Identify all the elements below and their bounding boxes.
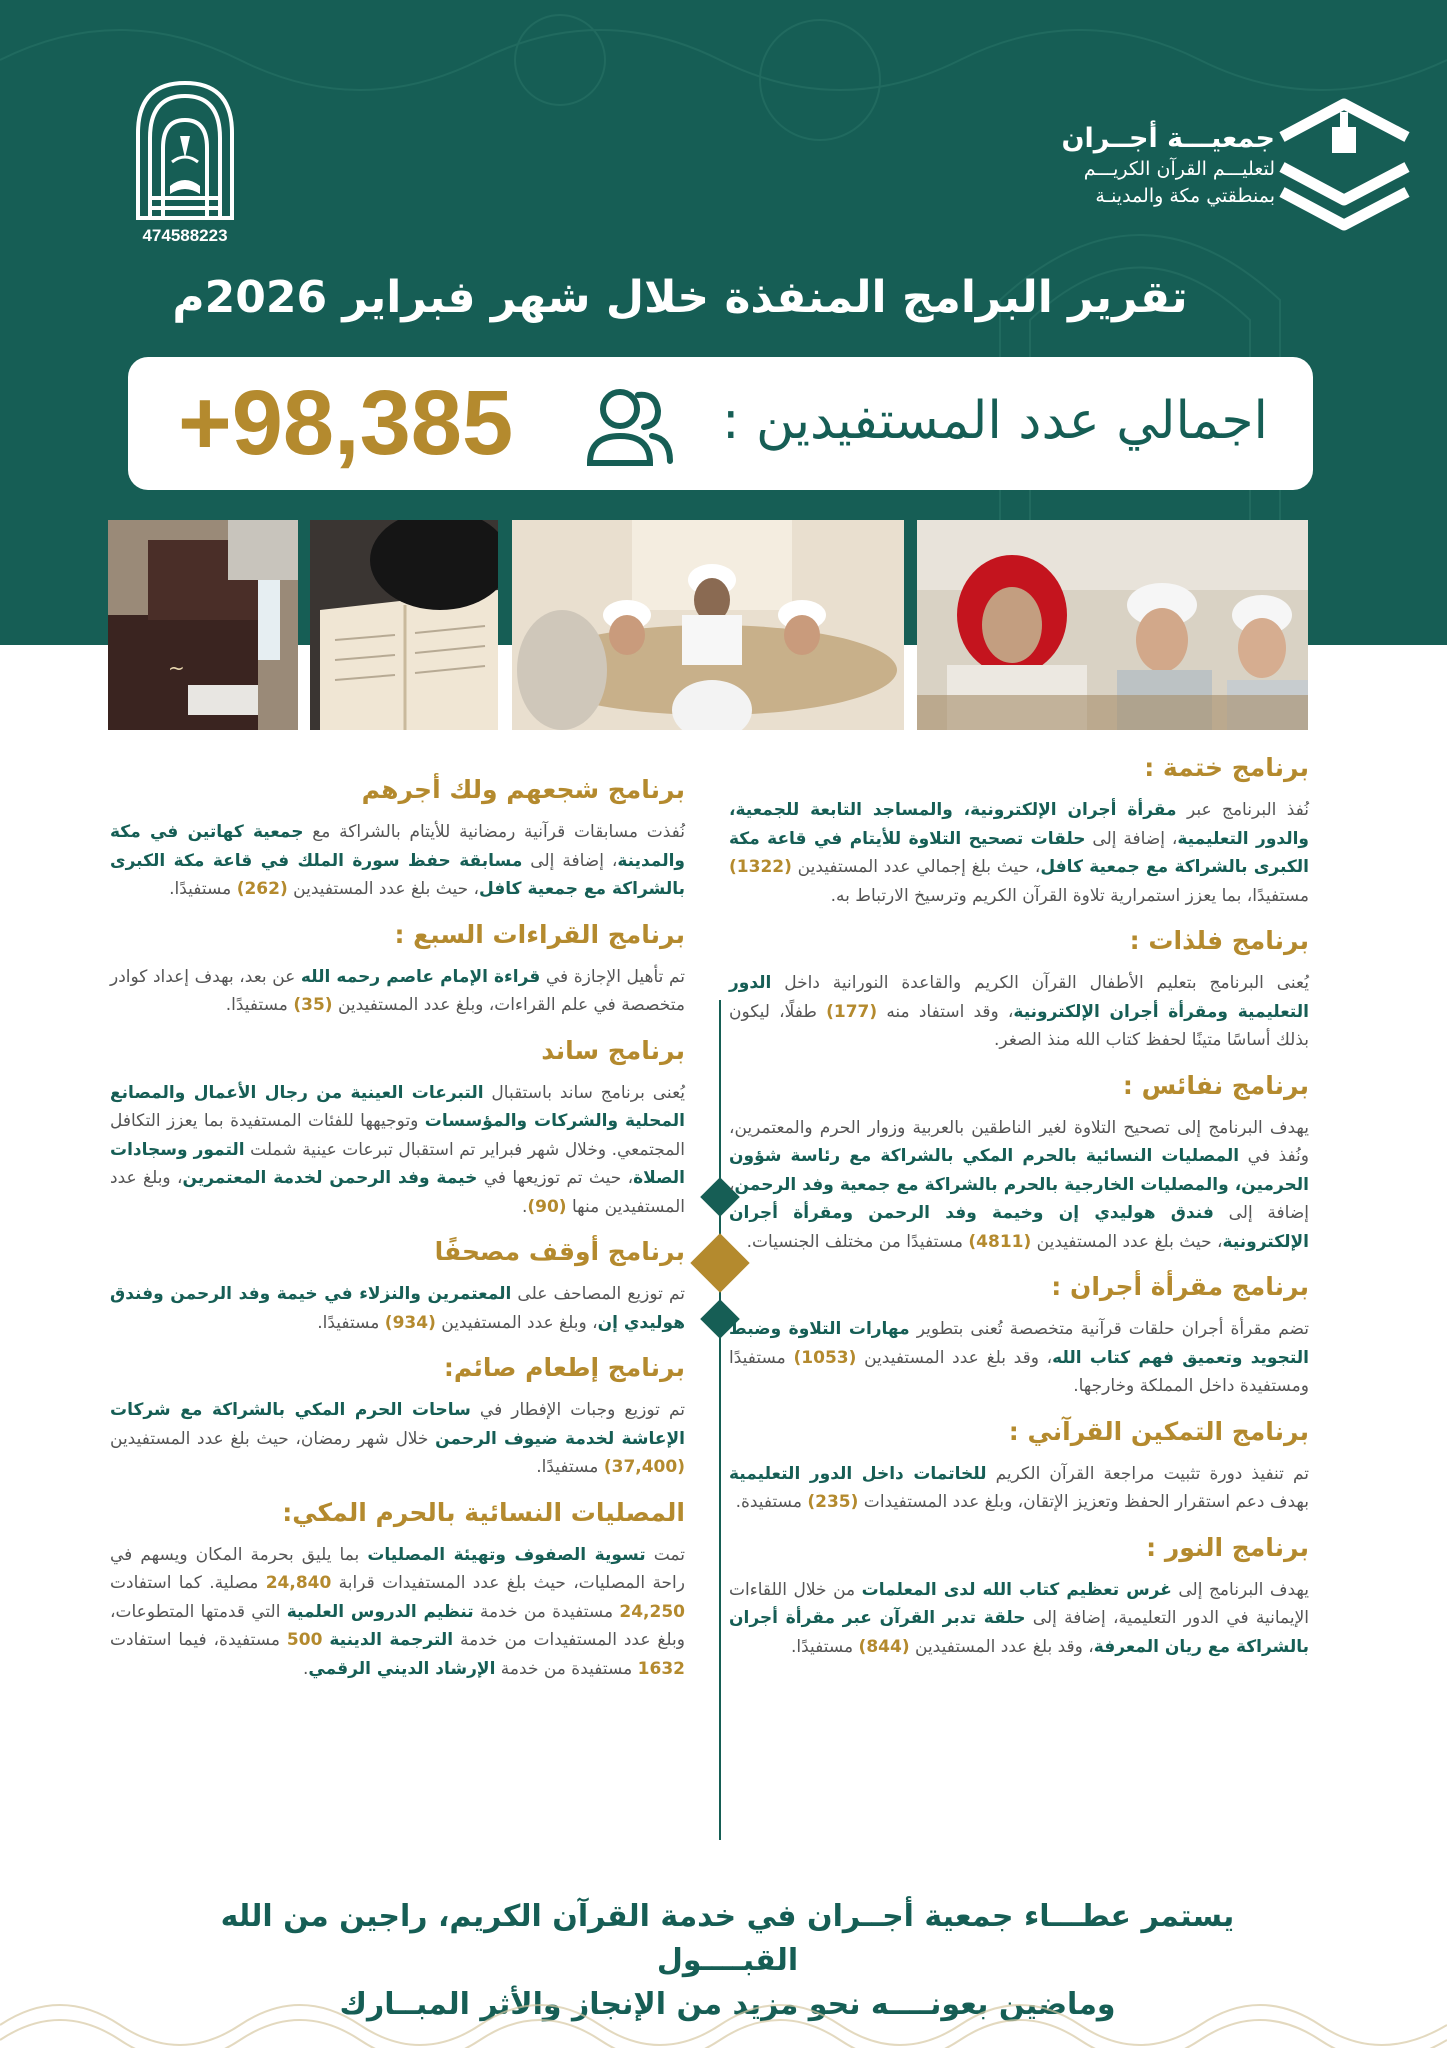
description-text: مستفيدة، فيما استفادت bbox=[110, 1630, 287, 1650]
description-text: ، حيث بلغ إجمالي عدد المستفيدين bbox=[791, 857, 1041, 877]
program-description bbox=[729, 1114, 1309, 1257]
description-text: ، وقد استفاد منه bbox=[877, 1001, 1014, 1022]
highlight-text: حلقات تصحيح التلاوة للأيتام في قاعة مكة الكبرى بالشراكة مع جمعية كافل bbox=[729, 828, 1309, 877]
program-title: برنامج النور : bbox=[1146, 1532, 1309, 1562]
ministry-block bbox=[130, 78, 240, 248]
right-program-2 bbox=[729, 1068, 1309, 1257]
program-description bbox=[110, 963, 685, 1020]
highlight-text: جمعية كهاتين في مكة والمدينة bbox=[110, 822, 685, 871]
ministry-number: 474588223 bbox=[142, 226, 228, 245]
description-text: يهدف البرنامج إلى تصحيح التلاوة لغير الناطقين بالعربية وزوار الحرم والمعتمرين، ونُفذ في bbox=[729, 1117, 1309, 1166]
left-program-5 bbox=[110, 1495, 685, 1684]
description-text: يهدف البرنامج إلى bbox=[1171, 1579, 1309, 1600]
description-text: ، حيث بلغ عدد المستفيدين bbox=[1031, 1231, 1223, 1252]
description-text: ، إضافة إلى bbox=[1085, 828, 1178, 849]
program-title: برنامج التمكين القرآني : bbox=[1008, 1416, 1309, 1446]
description-text: مستفيدًا ومستفيدة داخل المملكة وخارجها. bbox=[729, 1347, 1309, 1396]
program-description bbox=[729, 1315, 1309, 1401]
program-description bbox=[110, 1079, 685, 1222]
highlight-text: للخاتمات داخل الدور التعليمية bbox=[729, 1463, 987, 1484]
beneficiary-count: (90) bbox=[527, 1196, 567, 1217]
footer-pattern bbox=[0, 1985, 1447, 2048]
beneficiary-count: (37,400) bbox=[603, 1457, 685, 1477]
right-program-4 bbox=[729, 1414, 1309, 1517]
highlight-text: مهارات التلاوة وضبط التجويد وتعميق فهم كتاب الله bbox=[729, 1319, 1309, 1368]
programs-right-column bbox=[729, 750, 1309, 1674]
description-text: تمت bbox=[645, 1544, 685, 1565]
left-program-4 bbox=[110, 1350, 685, 1482]
program-description bbox=[729, 1460, 1309, 1517]
brand-block bbox=[967, 92, 1447, 242]
description-text: مستفيدًا. bbox=[225, 995, 294, 1015]
highlight-text: المصليات النسائية بالحرم المكي بالشراكة مع رئاسة شؤون الحرمين، والمصليات الخارجية بالحرم بالشراكة مع جمعية وفد الرحمن bbox=[729, 1146, 1309, 1195]
highlight-text: المعتمرين والنزلاء في خيمة وفد الرحمن وفندق هوليدي إن bbox=[110, 1284, 685, 1333]
right-program-1 bbox=[729, 923, 1309, 1055]
beneficiary-count: 24,840 bbox=[265, 1573, 332, 1593]
highlight-text: مقرأة أجران الإلكترونية، والمساجد التابعة للجمعية، والدور التعليمية bbox=[729, 800, 1309, 849]
program-title: برنامج أوقف مصحفًا bbox=[434, 1237, 685, 1266]
highlight-text: تنظيم الدروس العلمية bbox=[286, 1601, 474, 1622]
highlight-text: خيمة وفد الرحمن لخدمة المعتمرين bbox=[182, 1168, 478, 1188]
program-title: برنامج ختمة : bbox=[1144, 753, 1309, 782]
program-description bbox=[110, 1396, 685, 1482]
beneficiary-count: (35) bbox=[293, 995, 333, 1015]
total-beneficiaries-box bbox=[128, 357, 1313, 490]
description-text: ، وقد بلغ عدد المستفيدين bbox=[909, 1636, 1094, 1657]
description-text: مستفيدة. bbox=[735, 1492, 808, 1512]
beneficiary-count: (235) bbox=[807, 1492, 859, 1512]
right-program-5 bbox=[729, 1530, 1309, 1662]
right-program-0 bbox=[729, 750, 1309, 910]
left-program-3 bbox=[110, 1234, 685, 1337]
closing-line-2: وماضين بعونــــه نحو مزيد من الإنجاز والأثر المبــارك bbox=[339, 1987, 1116, 2022]
description-text: مستفيدًا. bbox=[536, 1457, 604, 1477]
description-text: ، إضافة إلى bbox=[729, 1174, 1309, 1223]
description-text: مستفيدًا، بما يعزز استمرارية تلاوة القرآن الكريم وترسيخ الارتباط به. bbox=[830, 885, 1309, 906]
program-title: برنامج إطعام صائم: bbox=[443, 1353, 685, 1382]
svg-text:~: ~ bbox=[168, 656, 185, 680]
children-reading-photo bbox=[917, 520, 1308, 730]
description-text: ، وبلغ عدد المستفيدين منها bbox=[110, 1168, 685, 1217]
beneficiary-count: 24,250 bbox=[619, 1601, 685, 1622]
total-beneficiaries-label: اجمالي عدد المستفيدين : bbox=[721, 391, 1268, 451]
description-text: ، حيث بلغ عدد المستفيدين bbox=[287, 879, 479, 899]
program-description bbox=[110, 1541, 685, 1684]
program-title: برنامج القراءات السبع : bbox=[394, 919, 685, 949]
beneficiary-count: 1632 bbox=[637, 1658, 685, 1679]
highlight-text: الترجمة الدينية bbox=[329, 1630, 454, 1650]
description-text: من خلال اللقاءات الإيمانية في الدور التعليمية، إضافة إلى bbox=[729, 1579, 1309, 1628]
highlight-text: مسابقة حفظ سورة الملك في قاعة مكة الكبرى بالشراكة مع جمعية كافل bbox=[110, 850, 685, 899]
ministry-emblem-icon bbox=[130, 78, 240, 224]
description-text: يُعنى برنامج ساند باستقبال bbox=[483, 1082, 685, 1103]
beneficiary-count: 500 bbox=[286, 1630, 323, 1650]
program-description bbox=[729, 796, 1309, 910]
program-title: برنامج مقرأة أجران : bbox=[1051, 1272, 1309, 1301]
closing-line-1: يستمر عطـــاء جمعية أجــران في خدمة القرآن الكريم، راجين من الله القبــــول bbox=[220, 1899, 1235, 1978]
description-text: التي قدمتها المتطوعات، وبلغ عدد المستفيدات من خدمة bbox=[110, 1601, 685, 1650]
description-text: نُفذ البرنامج عبر bbox=[1176, 800, 1310, 820]
description-text: مصلية. كما استفادت bbox=[110, 1573, 266, 1593]
users-icon bbox=[584, 381, 676, 471]
program-description bbox=[729, 1576, 1309, 1662]
program-description bbox=[729, 969, 1309, 1055]
description-text: يُعنى البرنامج بتعليم الأطفال القرآن الكريم والقاعدة النورانية داخل bbox=[771, 973, 1309, 993]
description-text: . bbox=[521, 1196, 528, 1217]
ajran-logo-icon bbox=[1272, 92, 1417, 237]
brand-line-2: بمنطقتي مكة والمدينـة bbox=[1095, 185, 1275, 207]
highlight-text: ساحات الحرم المكي بالشراكة مع شركات الإعاشة لخدمة ضيوف الرحمن bbox=[110, 1400, 685, 1449]
highlight-text: الإرشاد الديني الرقمي bbox=[308, 1658, 496, 1679]
description-text: خلال شهر رمضان، حيث بلغ عدد المستفيدين bbox=[110, 1428, 436, 1449]
brand-text bbox=[1015, 122, 1275, 210]
quran-reading-photo bbox=[310, 520, 498, 730]
program-title: برنامج ساند bbox=[541, 1035, 685, 1065]
description-text: بما يليق بحرمة المكان ويسهم في راحة المصليات، حيث بلغ عدد المستفيدات قرابة bbox=[110, 1544, 685, 1593]
description-text: نُفذت مسابقات قرآنية رمضانية للأيتام بالشراكة مع bbox=[303, 822, 685, 842]
description-text: تم توزيع المصاحف على bbox=[511, 1284, 685, 1304]
report-title: تقرير البرامج المنفذة خلال شهر فبراير 2026م bbox=[172, 272, 1188, 323]
highlight-text: التمور وسجادات الصلاة bbox=[110, 1139, 685, 1188]
program-title: المصليات النسائية بالحرم المكي: bbox=[282, 1497, 685, 1527]
beneficiary-count: (934) bbox=[384, 1312, 436, 1333]
description-text: تم تأهيل الإجازة في bbox=[540, 966, 686, 987]
description-text: عن بعد، بهدف إعداد كوادر متخصصة في علم القراءات، وبلغ عدد المستفيدين bbox=[110, 966, 685, 1015]
total-beneficiaries-value: +98,385 bbox=[178, 372, 514, 474]
highlight-text: فندق هوليدي إن وخيمة وفد الرحمن ومقرأة أجران الإلكترونية bbox=[729, 1203, 1309, 1252]
program-description bbox=[110, 1280, 685, 1337]
description-text: تضم مقرأة أجران حلقات قرآنية متخصصة تُعنى بتطوير bbox=[909, 1319, 1309, 1339]
description-text: تم تنفيذ دورة تثبيت مراجعة القرآن الكريم bbox=[986, 1463, 1310, 1484]
brand-line-1: لتعليـــم القرآن الكريـــم bbox=[1083, 158, 1275, 180]
left-program-1 bbox=[110, 917, 685, 1020]
description-text: مستفيدًا. bbox=[790, 1636, 859, 1657]
program-description bbox=[110, 818, 685, 904]
highlight-text: حلقة تدبر القرآن عبر مقرأة أجران بالشراكة مع ريان المعرفة bbox=[729, 1608, 1309, 1657]
description-text: . bbox=[302, 1658, 309, 1679]
right-program-3 bbox=[729, 1269, 1309, 1401]
description-text: تم توزيع وجبات الإفطار في bbox=[470, 1400, 685, 1420]
description-text: بهدف دعم استقرار الحفظ وتعزيز الإتقان، وبلغ عدد المستفيدات bbox=[858, 1492, 1309, 1512]
iftar-packs-photo bbox=[108, 520, 298, 730]
description-text: ، إضافة إلى bbox=[522, 850, 618, 871]
program-title: برنامج فلذات : bbox=[1129, 926, 1309, 955]
highlight-text: التبرعات العينية من رجال الأعمال والمصانع المحلية والشركات والمؤسسات bbox=[110, 1082, 685, 1131]
description-text: ، وبلغ عدد المستفيدين bbox=[435, 1312, 598, 1333]
column-divider bbox=[719, 1000, 721, 1840]
description-text: طفلًا، ليكون بذلك أساسًا متينًا لحفظ كتاب الله منذ الصغر. bbox=[729, 1001, 1309, 1050]
beneficiary-count: (4811) bbox=[968, 1231, 1032, 1252]
teacher-students-photo bbox=[512, 520, 904, 730]
left-program-0 bbox=[110, 772, 685, 904]
description-text: مستفيدًا. bbox=[317, 1312, 385, 1333]
beneficiary-count: (1053) bbox=[793, 1347, 857, 1368]
beneficiary-count: (262) bbox=[236, 879, 288, 899]
brand-name: جمعيـــة أجــران bbox=[1061, 123, 1275, 154]
description-text: مستفيدة من خدمة bbox=[495, 1658, 638, 1679]
highlight-text: الدور التعليمية ومقرأة أجران الإلكترونية bbox=[729, 973, 1309, 1022]
description-text: مستفيدة من خدمة bbox=[473, 1601, 620, 1622]
program-title: برنامج نفائس : bbox=[1122, 1070, 1309, 1100]
beneficiary-count: (1322) bbox=[729, 857, 792, 877]
beneficiary-count: (844) bbox=[858, 1636, 910, 1657]
description-text: ، وقد بلغ عدد المستفيدين bbox=[856, 1347, 1053, 1368]
left-program-2 bbox=[110, 1033, 685, 1222]
beneficiary-count: (177) bbox=[826, 1001, 878, 1022]
description-text: مستفيدًا. bbox=[169, 879, 237, 899]
description-text: وتوجيهها للفئات المستفيدة بما يعزز التكافل المجتمعي. وخلال شهر فبراير تم استقبال تبرعات عينية شملت bbox=[110, 1111, 686, 1160]
highlight-text: قراءة الإمام عاصم رحمه الله bbox=[300, 966, 541, 987]
description-text: ، حيث تم توزيعها في bbox=[477, 1168, 634, 1188]
highlight-text: غرس تعظيم كتاب الله لدى المعلمات bbox=[861, 1579, 1172, 1600]
program-title: برنامج شجعهم ولك أجرهم bbox=[361, 775, 685, 804]
highlight-text: تسوية الصفوف وتهيئة المصليات bbox=[367, 1544, 646, 1565]
programs-left-column bbox=[110, 772, 685, 1696]
description-text: مستفيدًا من مختلف الجنسيات. bbox=[746, 1231, 969, 1252]
